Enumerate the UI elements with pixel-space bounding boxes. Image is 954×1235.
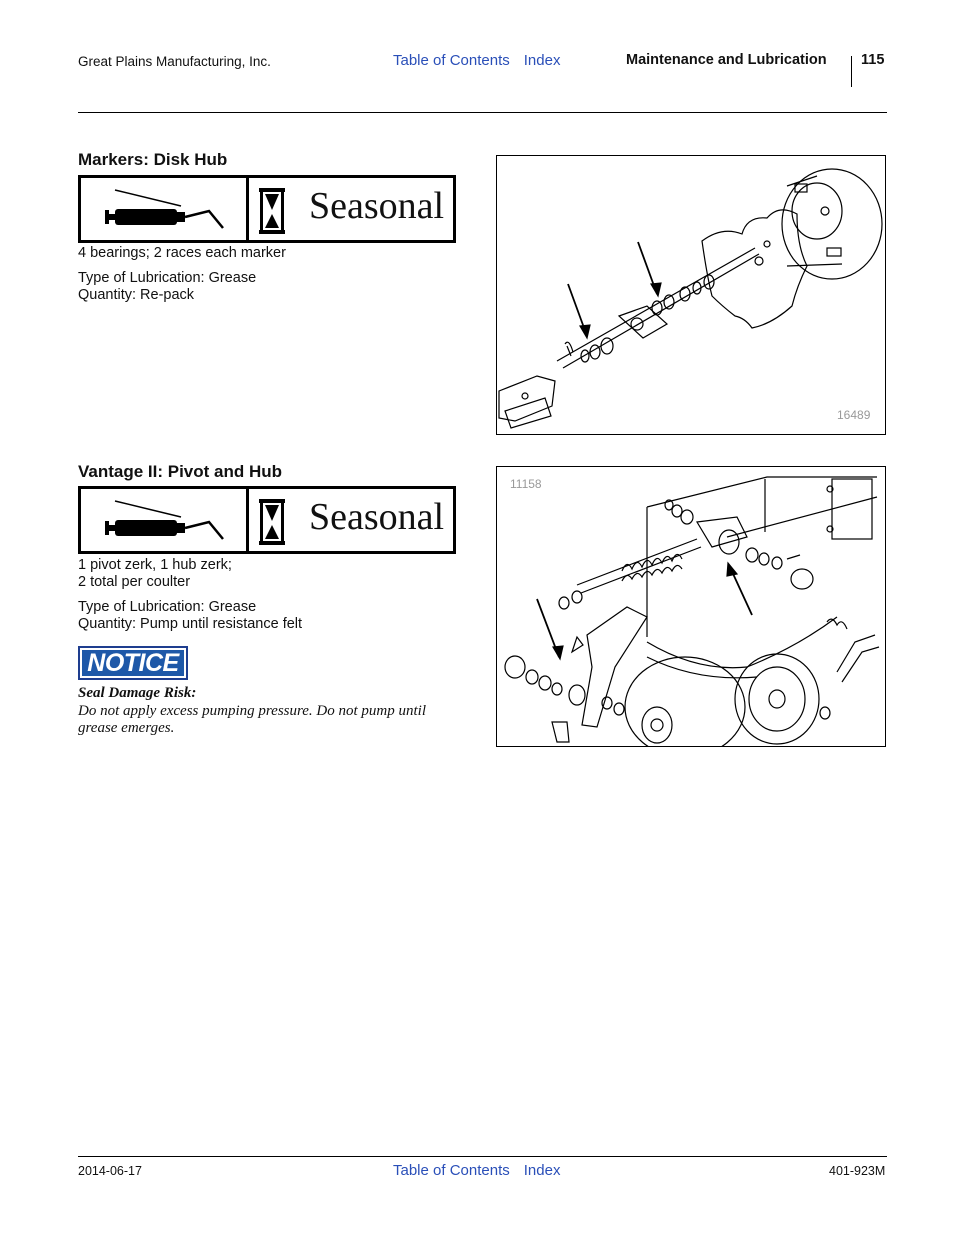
grease-gun-icon	[81, 178, 246, 240]
pivot-hub-exploded-drawing	[497, 467, 886, 747]
notice-body: Do not apply excess pumping pressure. Do not pump until grease emerges.	[78, 703, 427, 736]
seasonal-cell	[249, 178, 453, 240]
lubrication-interval-box	[78, 486, 456, 554]
notice-badge	[78, 646, 188, 680]
section-title: Maintenance and Lubrication	[626, 52, 827, 68]
header-divider	[851, 56, 852, 87]
zerk-note-line1: 1 pivot zerk, 1 hub zerk;	[78, 557, 232, 573]
section-heading-vantage-pivot-hub: Vantage II: Pivot and Hub	[78, 462, 283, 481]
lubrication-type: Type of Lubrication: Grease	[78, 270, 257, 286]
bearing-note: 4 bearings; 2 races each marker	[78, 245, 286, 261]
hourglass-icon	[259, 188, 285, 234]
company-name: Great Plains Manufacturing, Inc.	[78, 54, 271, 69]
figure-number: 11158	[510, 477, 542, 491]
page-number: 115	[861, 52, 885, 68]
disk-hub-figure	[496, 155, 886, 435]
notice-label: NOTICE	[82, 650, 184, 676]
header-nav	[393, 52, 560, 69]
interval-label: Seasonal	[309, 496, 445, 538]
lubrication-quantity: Quantity: Pump until resistance felt	[78, 616, 303, 632]
index-link[interactable]: Index	[523, 1162, 561, 1179]
disk-hub-exploded-drawing	[497, 156, 886, 435]
footer-nav	[393, 1162, 560, 1179]
publish-date: 2014-06-17	[78, 1164, 142, 1178]
figure-number: 16489	[837, 408, 871, 422]
notice-title: Seal Damage Risk:	[78, 685, 197, 701]
grease-gun-cell	[81, 489, 249, 551]
footer-rule	[78, 1156, 887, 1157]
hourglass-icon	[259, 499, 285, 545]
table-of-contents-link[interactable]: Table of Contents	[393, 52, 510, 69]
document-number: 401-923M	[829, 1164, 886, 1178]
grease-gun-cell	[81, 178, 249, 240]
section-heading-markers-disk-hub: Markers: Disk Hub	[78, 150, 228, 169]
interval-label: Seasonal	[309, 185, 445, 227]
grease-gun-icon	[81, 489, 246, 551]
table-of-contents-link[interactable]: Table of Contents	[393, 1162, 510, 1179]
zerk-note-line2: 2 total per coulter	[78, 574, 191, 590]
lubrication-type: Type of Lubrication: Grease	[78, 599, 257, 615]
header-rule	[78, 112, 887, 113]
seasonal-cell	[249, 489, 453, 551]
index-link[interactable]: Index	[523, 52, 561, 69]
lubrication-interval-box	[78, 175, 456, 243]
lubrication-quantity: Quantity: Re-pack	[78, 287, 195, 303]
pivot-hub-figure	[496, 466, 886, 747]
